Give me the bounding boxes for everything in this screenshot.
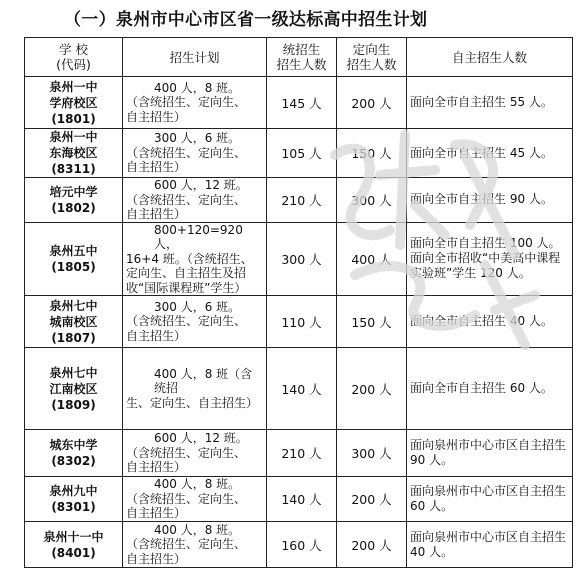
admission-plan-table (24, 37, 573, 568)
header-unified-line2: 招生人数 (276, 57, 327, 72)
table-header-row (25, 38, 573, 77)
school-cell (25, 430, 123, 477)
table-row (25, 222, 573, 296)
school-campus: 城南校区 (49, 314, 98, 329)
table-row (25, 178, 573, 223)
plan-line: 400 人，8 班（含统招 (154, 366, 253, 396)
unified-count-cell: 140 人 (267, 477, 337, 522)
plan-line: 300 人，6 班。 (154, 299, 241, 314)
self-enrollment-cell: 面向全市自主招生 40 人。 (407, 296, 573, 348)
plan-line: （含统招生、定向生、 (126, 445, 247, 460)
plan-line: 自主招生） (126, 506, 187, 521)
header-self: 自主招生人数 (407, 38, 573, 77)
header-school-code-label: (代码) (56, 57, 91, 72)
self-enrollment-cell: 面向全市自主招生 100 人。面向全市招收“中美高中课程实验班”学生 120 人。 (407, 222, 573, 296)
directed-count-cell: 150 人 (337, 129, 407, 178)
plan-line: 400 人，8 班。 (154, 80, 241, 95)
unified-count-cell: 210 人 (267, 178, 337, 223)
plan-line: （含统招生、定向生、 (126, 145, 247, 160)
school-name: 泉州七中 (49, 365, 98, 380)
school-name: 泉州十一中 (43, 529, 104, 544)
self-enrollment-cell: 面向泉州市中心市区自主招生 40 人。 (407, 522, 573, 568)
plan-line: 自主招生） (126, 160, 187, 175)
plan-cell (123, 348, 267, 430)
plan-line: （含统招生、定向生、 (126, 537, 247, 552)
unified-count-cell: 210 人 (267, 430, 337, 477)
header-school-label: 学 校 (59, 42, 88, 57)
school-code: (8301) (51, 500, 96, 514)
self-enrollment-cell: 面向全市自主招生 60 人。 (407, 348, 573, 430)
header-unified (267, 38, 337, 77)
school-cell (25, 178, 123, 223)
plan-cell (123, 477, 267, 522)
directed-count-cell: 300 人 (337, 430, 407, 477)
plan-line: 600 人，12 班。 (154, 431, 248, 446)
school-cell (25, 129, 123, 178)
unified-count-cell: 140 人 (267, 348, 337, 430)
directed-count-cell: 200 人 (337, 477, 407, 522)
self-enrollment-cell: 面向全市自主招生 45 人。 (407, 129, 573, 178)
school-code: (8302) (51, 454, 96, 468)
school-code: (8401) (51, 545, 96, 560)
plan-cell (123, 178, 267, 223)
self-enrollment-cell: 面向泉州市中心市区自主招生 90 人。 (407, 430, 573, 477)
plan-line: 自主招生） (126, 460, 187, 475)
school-code: (1807) (51, 330, 96, 345)
plan-line: 收“国际课程班”学生） (126, 280, 247, 295)
plan-cell (123, 296, 267, 348)
self-enrollment-cell: 面向泉州市中心市区自主招生 60 人。 (407, 477, 573, 522)
school-campus: 学府校区 (49, 95, 98, 110)
school-code: (8311) (51, 162, 96, 176)
school-cell (25, 522, 123, 568)
plan-line: 自主招生） (126, 328, 187, 343)
self-enrollment-cell: 面向全市自主招生 90 人。 (407, 178, 573, 223)
plan-cell (123, 129, 267, 178)
page-title: （一）泉州市中心市区省一级达标高中招生计划 (64, 10, 428, 30)
table-row (25, 430, 573, 477)
plan-line: 定向生、自主招生及招 (126, 266, 247, 280)
table-row (25, 522, 573, 568)
school-name: 泉州一中 (49, 79, 98, 94)
plan-line: 600 人，12 班。 (154, 178, 248, 192)
plan-line: 自主招生） (126, 551, 187, 566)
school-name: 泉州九中 (49, 484, 98, 498)
self-enrollment-cell: 面向全市自主招生 55 人。 (407, 77, 573, 129)
school-campus: 江南校区 (49, 381, 98, 396)
plan-line: 400 人，8 班。 (154, 477, 241, 492)
header-directed-line1: 定向生 (352, 42, 391, 57)
unified-count-cell: 300 人 (267, 222, 337, 296)
unified-count-cell: 105 人 (267, 129, 337, 178)
plan-line: （含统招生、定向生、 (126, 95, 247, 110)
school-code: (1809) (51, 397, 96, 412)
school-cell (25, 77, 123, 129)
header-directed-line2: 招生人数 (346, 57, 397, 72)
table-row (25, 348, 573, 430)
school-cell (25, 477, 123, 522)
plan-line: （含统招生、定向生、 (126, 314, 247, 329)
plan-line: 400 人，8 班。 (154, 522, 241, 537)
school-code: (1801) (51, 111, 96, 126)
plan-line: 800+120=920 人， (154, 222, 243, 251)
unified-count-cell: 110 人 (267, 296, 337, 348)
header-unified-line1: 统招生 (282, 42, 321, 57)
school-code: (1802) (51, 200, 96, 215)
plan-line: （含统招生、定向生、 (126, 192, 247, 207)
directed-count-cell: 200 人 (337, 522, 407, 568)
school-name: 培元中学 (49, 184, 98, 199)
table-row (25, 129, 573, 178)
school-name: 城东中学 (49, 438, 98, 452)
school-campus: 东海校区 (49, 146, 98, 160)
header-school (25, 38, 123, 77)
unified-count-cell: 145 人 (267, 77, 337, 129)
plan-cell (123, 77, 267, 129)
unified-count-cell: 160 人 (267, 522, 337, 568)
plan-line: 自主招生） (126, 109, 187, 124)
school-name: 泉州一中 (49, 130, 98, 144)
school-name: 泉州五中 (49, 243, 98, 258)
school-cell (25, 222, 123, 296)
directed-count-cell: 200 人 (337, 348, 407, 430)
table-row (25, 77, 573, 129)
header-directed (337, 38, 407, 77)
header-plan: 招生计划 (123, 38, 267, 77)
school-code: (1805) (51, 259, 96, 274)
plan-cell (123, 430, 267, 477)
directed-count-cell: 300 人 (337, 178, 407, 223)
directed-count-cell: 150 人 (337, 296, 407, 348)
directed-count-cell: 400 人 (337, 222, 407, 296)
school-name: 泉州七中 (49, 298, 98, 313)
plan-line: 生、定向生、自主招生） (126, 395, 259, 410)
directed-count-cell: 200 人 (337, 77, 407, 129)
plan-line: 300 人，6 班。 (154, 131, 241, 146)
plan-cell (123, 522, 267, 568)
plan-line: 自主招生） (126, 207, 187, 221)
table-row (25, 296, 573, 348)
table-row (25, 477, 573, 522)
plan-cell (123, 222, 267, 296)
school-cell (25, 296, 123, 348)
school-cell (25, 348, 123, 430)
plan-line: （含统招生、定向生、 (126, 491, 247, 506)
plan-line: 16+4 班。（含统招生、 (126, 251, 253, 266)
